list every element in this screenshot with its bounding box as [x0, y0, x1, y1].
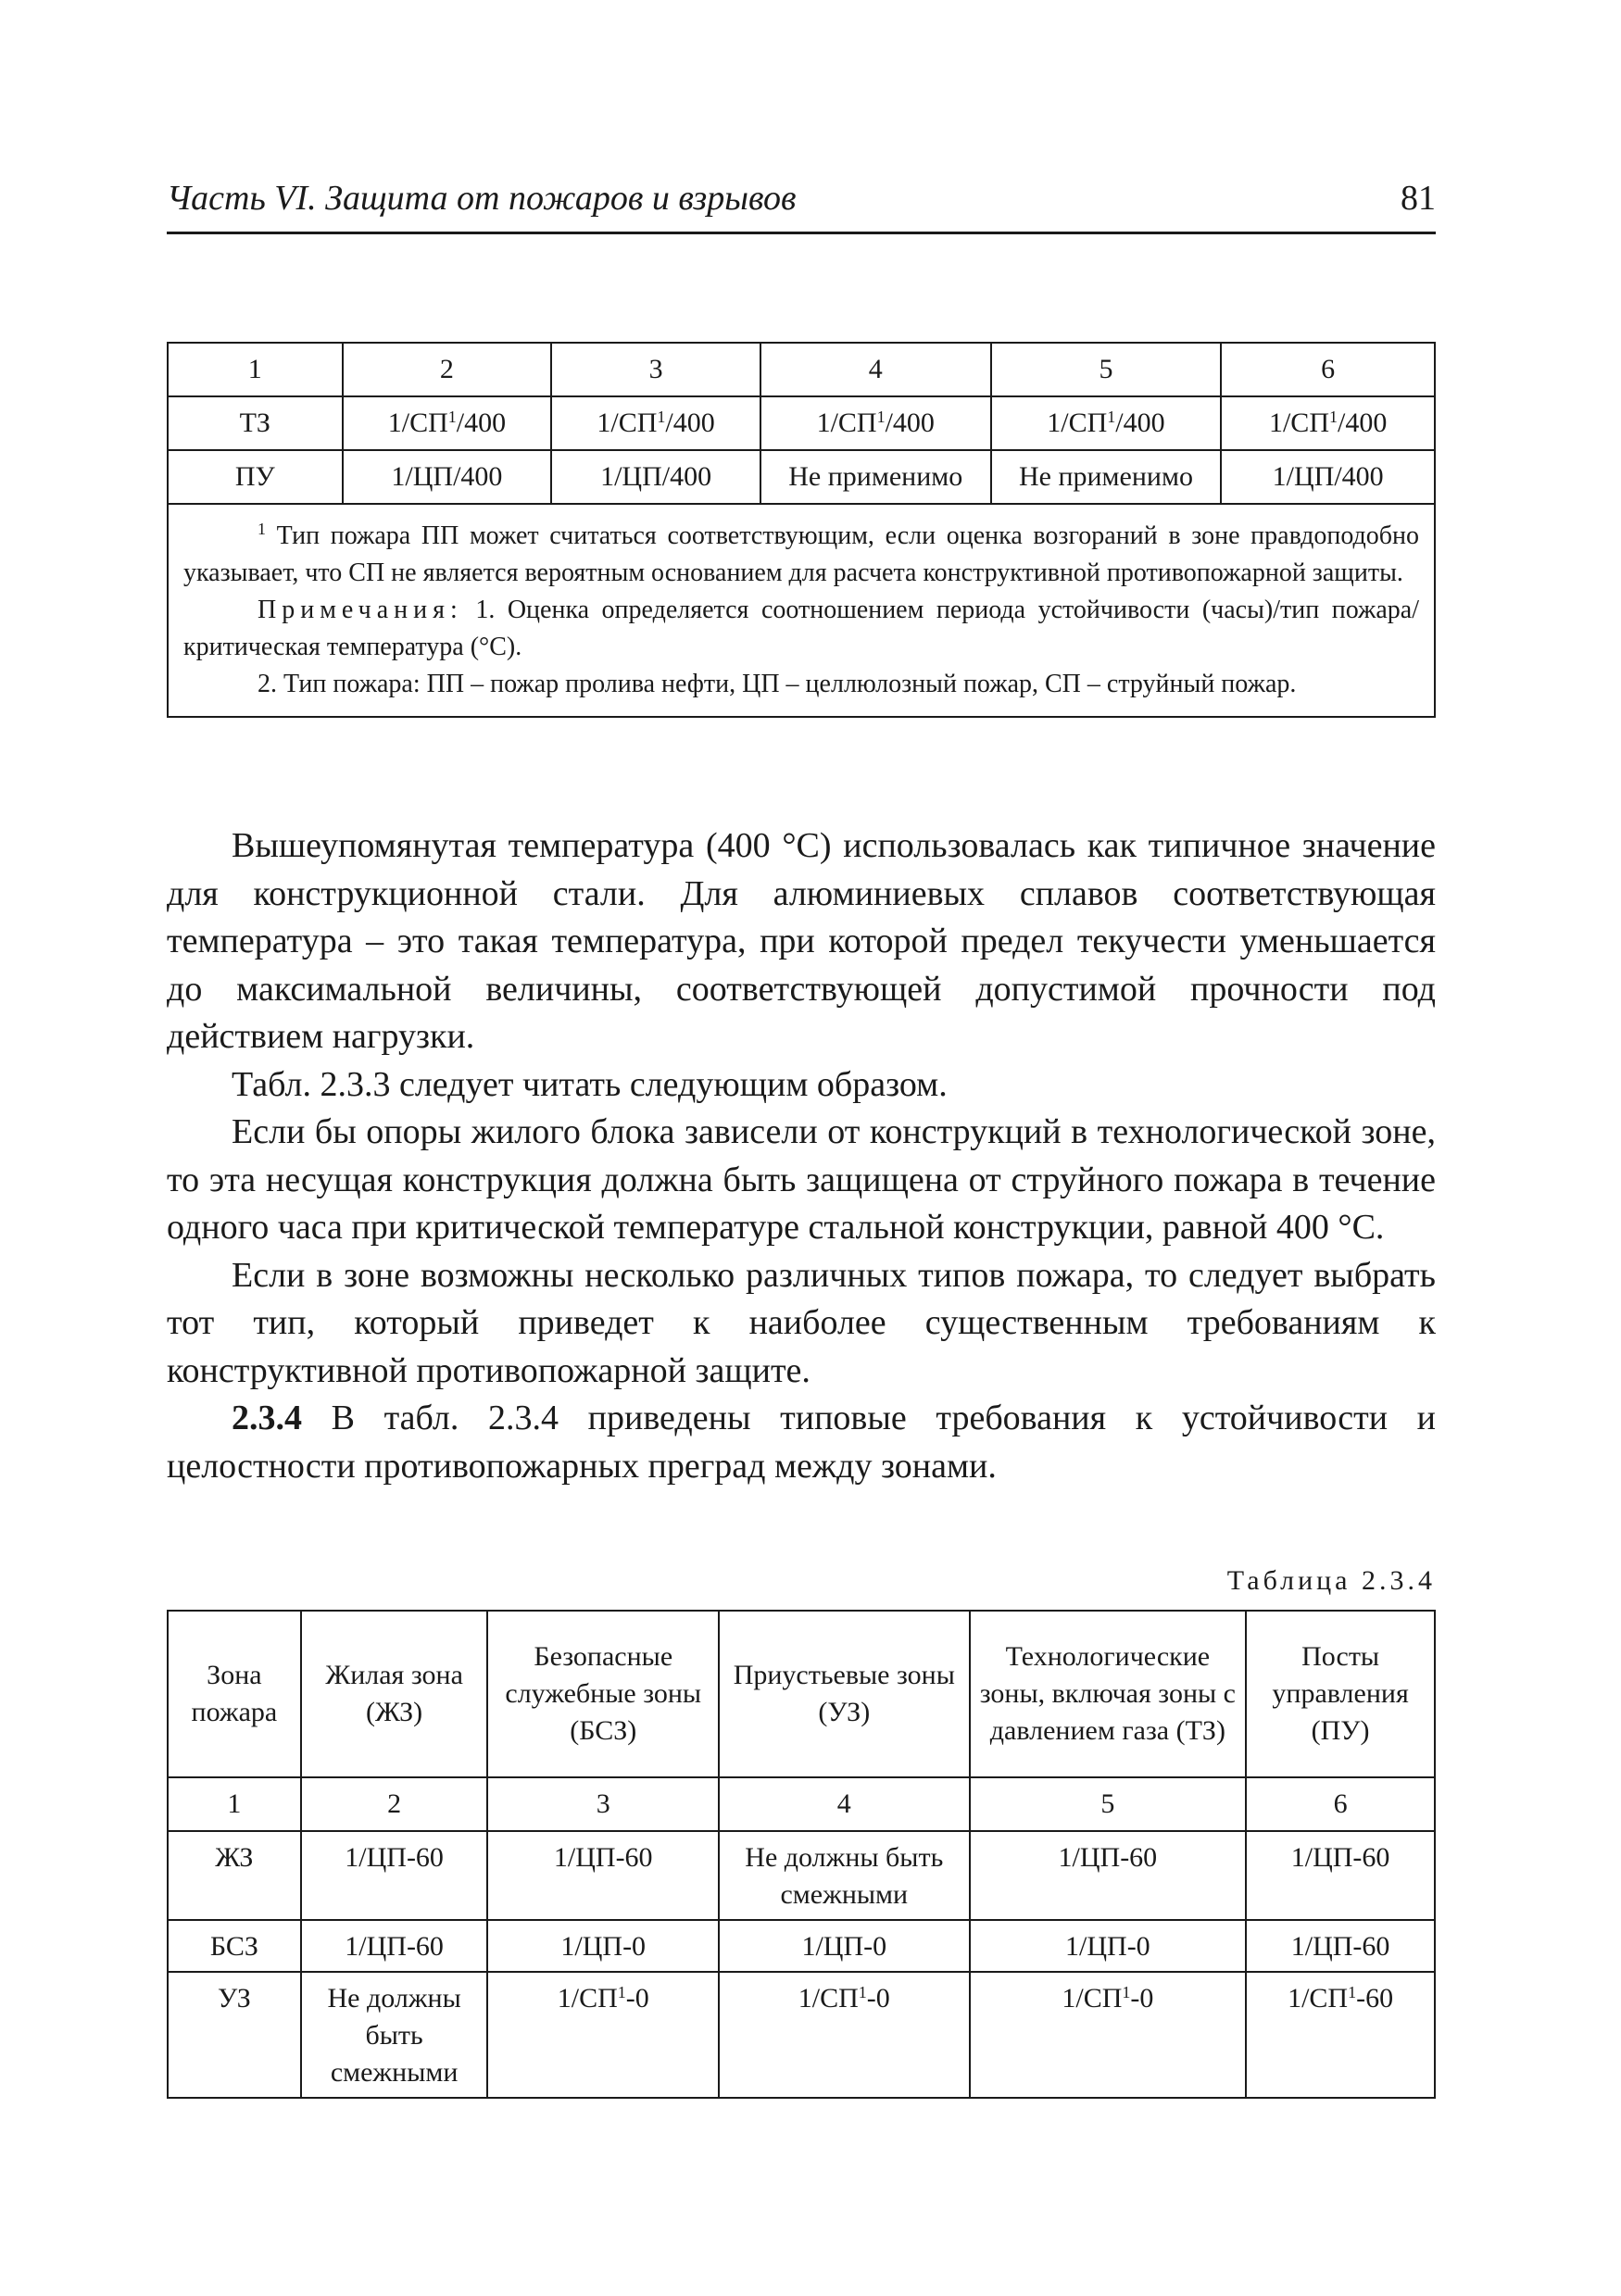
table-cell: 6: [1246, 1777, 1435, 1831]
table-cell: 2: [343, 343, 552, 396]
table-cell: ПУ: [168, 450, 343, 504]
footnote-ref: 1: [617, 1983, 626, 2001]
table-cell: [551, 396, 760, 450]
table-2-3-3-continued: [167, 342, 1436, 718]
footnote-ref: 1: [1107, 408, 1116, 426]
note-1-text: 1. Оценка определяется соотношением периода устойчивости (часы)/тип пожара/критическая температура (°C).: [183, 596, 1420, 661]
cell-suffix: /400: [456, 408, 507, 438]
note-1: [183, 592, 1419, 666]
header-cell: Приустьевые зоны (УЗ): [719, 1611, 970, 1777]
table-cell: Не применимо: [760, 450, 991, 504]
page-header: [167, 174, 1436, 234]
table-cell: 1/ЦП/400: [343, 450, 552, 504]
paragraph: Табл. 2.3.3 следует читать следующим образом.: [232, 1064, 948, 1104]
cell-suffix: /400: [1337, 408, 1388, 438]
paragraph: Если в зоне возможны несколько различных типов пожара, то следует выбрать тот тип, который приведет к наиболее существенным требованиям к конструктивной противопожарной защите.: [167, 1255, 1436, 1390]
table-cell: [1246, 1972, 1435, 2098]
footnote-ref: 1: [1348, 1983, 1357, 2001]
table-header-row: [168, 1611, 1435, 1777]
table-cell: 3: [487, 1777, 719, 1831]
cell-suffix: -0: [1130, 1983, 1154, 2014]
footnote: [183, 518, 1419, 592]
header-cell: Посты управления (ПУ): [1246, 1611, 1435, 1777]
table-cell: 1/ЦП-0: [487, 1920, 719, 1972]
paragraph: Вышеупомянутая температура (400 °C) использовалась как типичное значение для конструкционной стали. Для алюминиевых сплавов соответствующая температура – это такая температура, при которой предел текучести уменьшается до максимальной величины, соответствующей допустимой прочности под действием нагрузки.: [167, 826, 1436, 1056]
cell-value: 1/СП: [597, 408, 658, 438]
cell-suffix: /400: [665, 408, 715, 438]
section-number: 2.3.4: [232, 1399, 302, 1437]
table-cell: 5: [991, 343, 1222, 396]
body-text: [167, 822, 1436, 1490]
table-cell: Не должны быть смежными: [719, 1831, 970, 1920]
table-cell: 6: [1221, 343, 1435, 396]
cell-suffix: /400: [885, 408, 935, 438]
table-cell: 1/ЦП-0: [970, 1920, 1247, 1972]
table-footnote-row: [168, 504, 1435, 717]
table-row: [168, 1972, 1435, 2098]
table-cell: [487, 1972, 719, 2098]
cell-value: 1/СП: [798, 1983, 859, 2014]
cell-suffix: -60: [1356, 1983, 1394, 2014]
table-cell: 1/ЦП-0: [719, 1920, 970, 1972]
table-cell: Не применимо: [991, 450, 1222, 504]
paragraph: Если бы опоры жилого блока зависели от конструкций в технологической зоне, то эта несущая конструкция должна быть защищена от струйного пожара в течение одного часа при критической температуре стальной конструкции, равной 400 °C.: [167, 1112, 1436, 1247]
table-cell: [991, 396, 1222, 450]
header-cell: Зона пожара: [168, 1611, 301, 1777]
cell-value: 1/СП: [816, 408, 877, 438]
table-cell: 1/ЦП-60: [1246, 1831, 1435, 1920]
header-title: Часть VI. Защита от пожаров и взрывов: [167, 179, 797, 218]
footnote-ref: 1: [657, 408, 666, 426]
cell-suffix: -0: [866, 1983, 890, 2014]
footnote-ref: 1: [876, 408, 886, 426]
footnote-marker: 1: [258, 520, 266, 538]
header-cell: Безопасные служебные зоны (БСЗ): [487, 1611, 719, 1777]
cell-value: 1/СП: [1047, 408, 1108, 438]
table-row: [168, 1920, 1435, 1972]
table-cell: 1/ЦП-60: [1246, 1920, 1435, 1972]
table-cell: 3: [551, 343, 760, 396]
table-cell: [760, 396, 991, 450]
table-number-row: [168, 1777, 1435, 1831]
table-cell: 1/ЦП/400: [1221, 450, 1435, 504]
table-cell: 1/ЦП-60: [487, 1831, 719, 1920]
table-row: [168, 1831, 1435, 1920]
table-cell: УЗ: [168, 1972, 301, 2098]
table-cell: 2: [301, 1777, 488, 1831]
cell-value: 1/СП: [1268, 408, 1329, 438]
footnote-text: Тип пожара ПП может считаться соответствующим, если оценка возгораний в зоне правдоподобно указывает, что СП не является вероятным основанием для расчета конструктивной противопожарной защиты.: [183, 521, 1420, 587]
table-header-row: [168, 343, 1435, 396]
note-2: 2. Тип пожара: ПП – пожар пролива нефти, ЦП – целлюлозный пожар, СП – струйный пожар.: [258, 670, 1297, 698]
table-cell: БСЗ: [168, 1920, 301, 1972]
table-cell: 1/ЦП-60: [301, 1831, 488, 1920]
page-number: 81: [1401, 179, 1436, 218]
table-cell: 1/ЦП/400: [551, 450, 760, 504]
cell-value: 1/СП: [1062, 1983, 1123, 2014]
cell-value: 1/СП: [557, 1983, 618, 2014]
table-cell: 1/ЦП-60: [301, 1920, 488, 1972]
table-2-3-4: [167, 1610, 1436, 2099]
table-cell: [970, 1972, 1247, 2098]
cell-suffix: /400: [1115, 408, 1165, 438]
notes-label: Примечания:: [258, 596, 463, 624]
table-row: [168, 450, 1435, 504]
table-cell: 5: [970, 1777, 1247, 1831]
table-cell: 4: [760, 343, 991, 396]
table-cell: 1: [168, 1777, 301, 1831]
paragraph-2-3-4: [167, 1395, 1436, 1490]
footnote-ref: 1: [1328, 408, 1338, 426]
cell-value: 1/СП: [1288, 1983, 1349, 2014]
footnote-ref: 1: [1122, 1983, 1131, 2001]
table-cell: ЖЗ: [168, 1831, 301, 1920]
header-cell: Технологические зоны, включая зоны с давлением газа (ТЗ): [970, 1611, 1247, 1777]
table-cell: [343, 396, 552, 450]
header-cell: Жилая зона (ЖЗ): [301, 1611, 488, 1777]
table-cell: [719, 1972, 970, 2098]
cell-value: 1/СП: [387, 408, 448, 438]
cell-suffix: -0: [625, 1983, 649, 2014]
footnote-ref: 1: [858, 1983, 867, 2001]
table-footnote: [168, 504, 1435, 717]
table-cell: ТЗ: [168, 396, 343, 450]
table-caption: Таблица 2.3.4: [1226, 1565, 1436, 1596]
table-cell: 1/ЦП-60: [970, 1831, 1247, 1920]
table-cell: Не должны быть смежными: [301, 1972, 488, 2098]
table-row: [168, 396, 1435, 450]
table-cell: [1221, 396, 1435, 450]
table-cell: 4: [719, 1777, 970, 1831]
footnote-ref: 1: [447, 408, 457, 426]
paragraph-text: В табл. 2.3.4 приведены типовые требования к устойчивости и целостности противопожарных преград между зонами.: [167, 1399, 1436, 1486]
table-cell: 1: [168, 343, 343, 396]
